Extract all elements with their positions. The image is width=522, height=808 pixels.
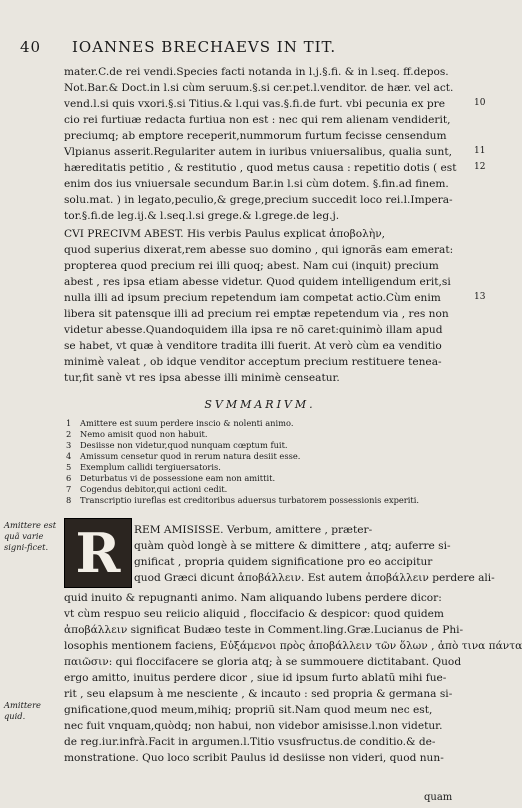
summary-item-number: 7 bbox=[66, 484, 72, 494]
summary-item-text: Amittere est suum perdere inscio & nolenti animo. bbox=[80, 418, 294, 428]
margin-line-number: 10 bbox=[474, 98, 486, 108]
summary-item-text: Amissum censetur quod in rerum natura desiit esse. bbox=[80, 451, 301, 461]
main-line: quid inuito & repugnanti animo. Nam aliquando lubens perdere dicor: bbox=[64, 592, 442, 604]
summary-item-text: Exemplum callidi tergiuersatoris. bbox=[80, 462, 221, 472]
summary-item-text: Cogendus debitor,qui actioni cedit. bbox=[80, 484, 228, 494]
main-line: REM AMISISSE. Verbum, amittere , præter- bbox=[134, 524, 373, 536]
summary-item-text: Deturbatus vi de possessione eam non amittit. bbox=[80, 473, 276, 483]
main-line: ergo amitto, inuitus perdere dicor , siue id ipsum furto ablatũ mihi fue- bbox=[64, 672, 447, 684]
summary-title: SVMMARIVM. bbox=[204, 398, 316, 411]
summary-item-text: Desiisse non videtur,quod nunquam cœptum fuit. bbox=[80, 440, 288, 450]
section-line: CVI PRECIVM ABEST. His verbis Paulus explicat ἀποβολὴν, bbox=[64, 228, 386, 240]
summary-item-number: 3 bbox=[66, 440, 72, 450]
running-title: IOANNES BRECHAEVS IN TIT. bbox=[72, 38, 337, 56]
initial-letter: R bbox=[75, 521, 121, 585]
summary-item bbox=[66, 429, 486, 440]
section-line: propterea quod precium rei illi quoq; abest. Nam cui (inquit) precium bbox=[64, 260, 439, 272]
main-line: gnificatione,quod meum,mihiq; propriũ sit.Nam quod meum nec est, bbox=[64, 704, 433, 716]
body-line: cio rei furtiuæ redacta furtiua non est : nec qui rem alienam vendiderit, bbox=[64, 114, 451, 126]
body-line: Vlpianus asserit.Regulariter autem in iuribus vniuersalibus, qualia sunt, bbox=[64, 146, 452, 158]
section-line: quod superius dixerat,rem abesse suo domino , qui ignorãs eam emerat: bbox=[64, 244, 454, 256]
summary-item-text: Transcriptio iureflas est creditoribus aduersus turbatorem possessionis experiti. bbox=[80, 495, 420, 505]
body-line: Not.Bar.& Doct.in l.si cùm seruum.§.si cer.pet.l.venditor. de hær. vel act. bbox=[64, 82, 454, 94]
summary-item-text: Nemo amisit quod non habuit. bbox=[80, 429, 208, 439]
main-line: losophis mentionem faciens, Εὐξάμενοι πρὸς ἀποβάλλειν τῶν ὅλων , ἀπὸ τινα πάντα bbox=[64, 640, 522, 652]
summary-item bbox=[66, 451, 486, 462]
body-line: hæreditatis petitio , & restitutio , quod metus causa : repetitio dotis ( est bbox=[64, 162, 457, 174]
body-line: vend.l.si quis vxori.§.si Titius.& l.qui vas.§.fi.de furt. vbi pecunia ex pre bbox=[64, 98, 445, 110]
summary-item bbox=[66, 440, 486, 451]
main-line: monstratione. Quo loco scribit Paulus id desiisse non videri, quod nun- bbox=[64, 752, 444, 764]
body-line: preciumq; ab emptore receperit,nummorum furtum fecisse censendum bbox=[64, 130, 447, 142]
summary-item bbox=[66, 462, 486, 473]
main-line: de reg.iur.infrà.Facit in argumen.l.Titio vsusfructus.de conditio.& de- bbox=[64, 736, 436, 748]
catchword: quam bbox=[424, 792, 453, 803]
section-line: minimè valeat , ob idque venditor acceptum precium restituere tenea- bbox=[64, 356, 442, 368]
decorated-initial bbox=[64, 518, 132, 588]
main-line: nec fuit vnquam,quòdq; non habui, non videbor amisisse.l.non videtur. bbox=[64, 720, 443, 732]
section-line: videtur abesse.Quandoquidem illa ipsa re nõ caret:quinimò illam apud bbox=[64, 324, 443, 336]
main-line: quàm quòd longè à se mittere & dimittere , atq; auferre si- bbox=[134, 540, 451, 552]
margin-line-number: 11 bbox=[474, 146, 486, 156]
body-line: tor.§.fi.de leg.ij.& l.seq.l.si grege.& l.grege.de leg.j. bbox=[64, 210, 340, 222]
summary-item-number: 6 bbox=[66, 473, 72, 483]
summary-item-number: 5 bbox=[66, 462, 72, 472]
section-line: libera sit patensque illi ad precium rei emptæ repetendum via , res non bbox=[64, 308, 449, 320]
summary-item bbox=[66, 473, 486, 484]
main-line: ἀποβάλλειν significat Budæo teste in Comment.ling.Græ.Lucianus de Phi- bbox=[64, 624, 464, 636]
body-line: enim dos ius vniuersale secundum Bar.in l.si cùm dotem. §.fin.ad finem. bbox=[64, 178, 449, 190]
section-line: se habet, vt quæ à venditore tradita illi fuerit. At verò cùm ea venditio bbox=[64, 340, 442, 352]
margin-note: Amittere est quã varie signi-ficet. bbox=[4, 520, 57, 552]
summary-item-number: 2 bbox=[66, 429, 72, 439]
page-number: 40 bbox=[20, 38, 42, 56]
main-line: rit , seu elapsum à me nesciente , & incauto : sed propria & germana si- bbox=[64, 688, 453, 700]
summary-item bbox=[66, 495, 486, 506]
margin-note: Amittere quid. bbox=[4, 700, 41, 721]
main-line: vt cùm respuo seu reiicio aliquid , floccifacio & despicor: quod quidem bbox=[64, 608, 444, 620]
summary-item-number: 1 bbox=[66, 418, 72, 428]
section-line: tur,fit sanè vt res ipsa abesse illi minimè censeatur. bbox=[64, 372, 340, 384]
main-line: quod Græci dicunt ἀποβάλλειν. Est autem ἀποβάλλειν perdere ali- bbox=[134, 572, 495, 584]
summary-item bbox=[66, 418, 486, 429]
body-line: mater.C.de rei vendi.Species facti notanda in l.j.§.fi. & in l.seq. ff.depos. bbox=[64, 66, 449, 78]
margin-line-number: 12 bbox=[474, 162, 486, 172]
summary-item-number: 8 bbox=[66, 495, 72, 505]
main-line: gnificat , propria quidem significatione pro eo accipitur bbox=[134, 556, 433, 568]
section-line: abest , res ipsa etiam abesse videtur. Quod quidem intelligendum erit,si bbox=[64, 276, 451, 288]
main-line: παιῶσιν: qui floccifacere se gloria atq; à se summouere dictitabant. Quod bbox=[64, 656, 462, 668]
margin-line-number: 13 bbox=[474, 292, 486, 302]
body-line: solu.mat. ) in legato,peculio,& grege,precium succedit loco rei.l.Impera- bbox=[64, 194, 453, 206]
summary-item bbox=[66, 484, 486, 495]
summary-item-number: 4 bbox=[66, 451, 72, 461]
section-line: nulla illi ad ipsum precium repetendum iam competat actio.Cùm enim bbox=[64, 292, 441, 304]
